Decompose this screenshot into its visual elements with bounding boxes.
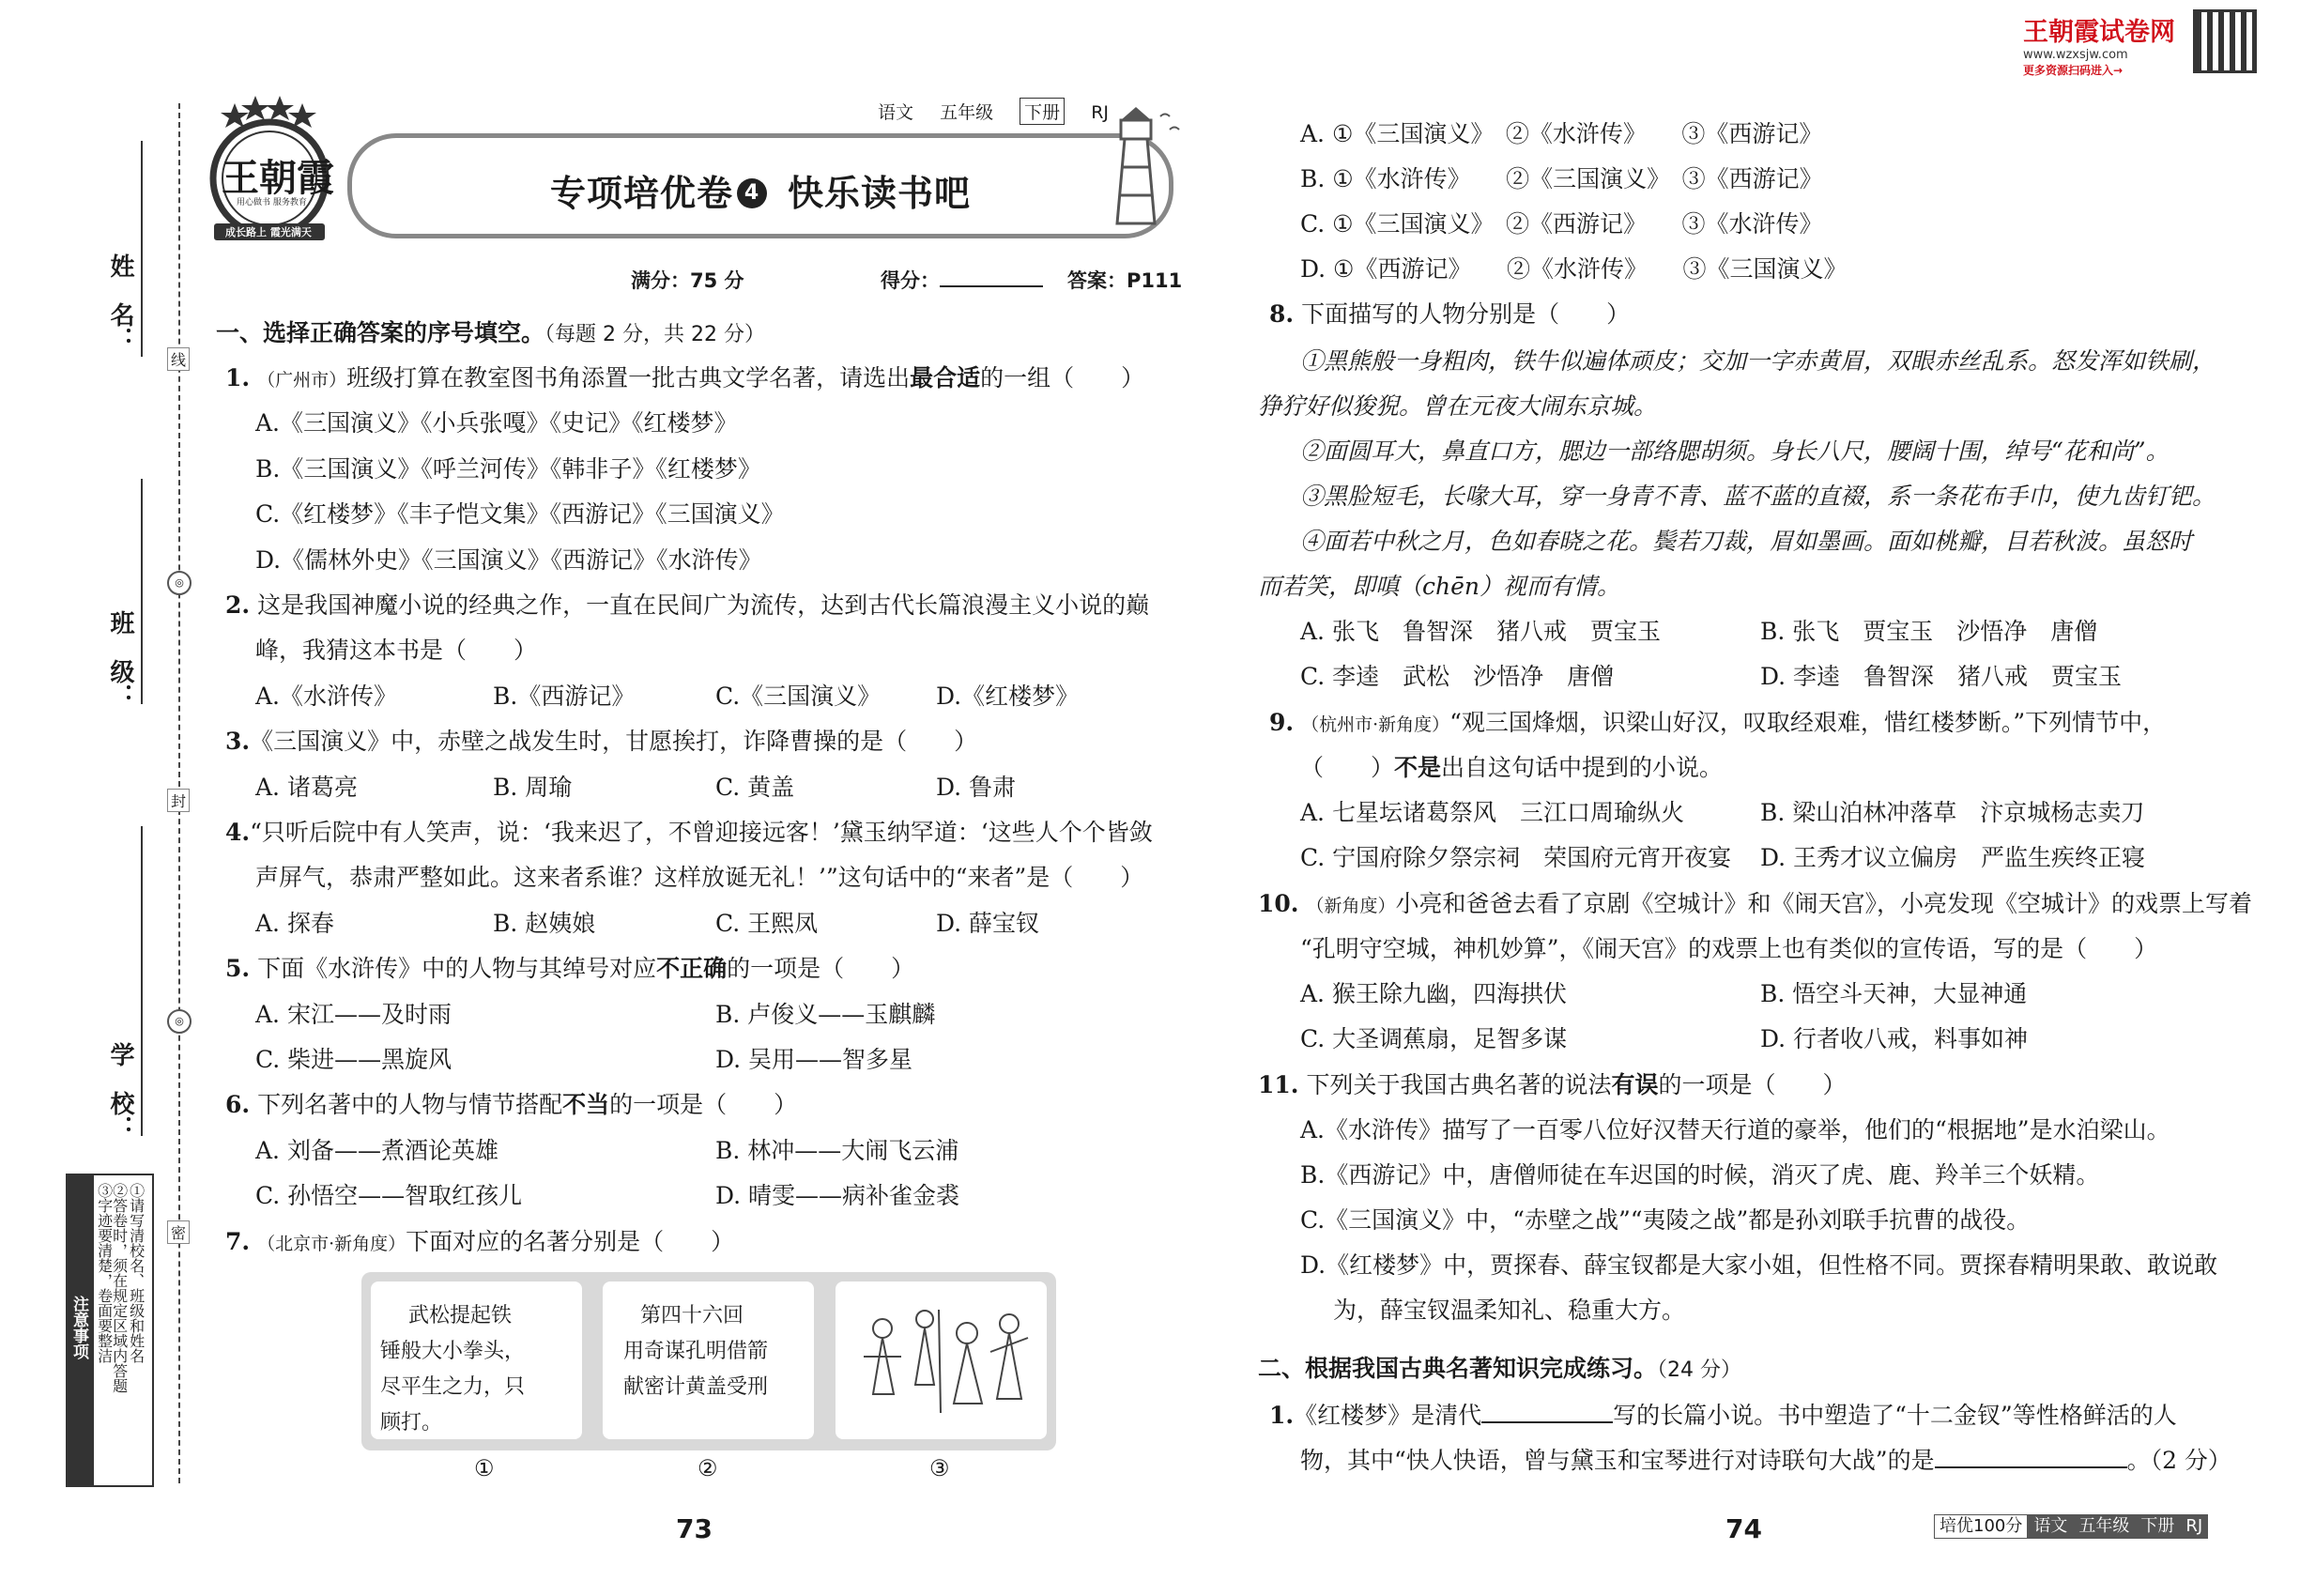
pilgrims-illustration-icon [836, 1281, 1047, 1439]
q7-card-2-line-3: 献密计黄盖受刑 [623, 1375, 769, 1399]
s2q1-number: 1. [1269, 1402, 1295, 1429]
brand-tip: 更多资源扫码进入→ [2023, 64, 2124, 77]
q8-option-b[interactable]: B. 张飞 贾宝玉 沙悟净 唐僧 [1760, 618, 2098, 645]
q11-option-a[interactable]: A.《水浒传》描写了一百零八位好汉替天行道的豪举，他们的“根据地”是水泊梁山。 [1300, 1116, 2170, 1143]
q7-card-1-line-1: 武松提起铁 [408, 1304, 513, 1327]
s2q1-text-a: 《红楼梦》是清代 [1294, 1402, 1482, 1429]
q4-option-a[interactable]: A. 探春 [255, 910, 334, 937]
notice-title: 注意事项 [68, 1175, 94, 1485]
q9-stem-text-1: “观三国烽烟，识梁山好汉，叹取经艰难，惜红楼梦断。”下列情节中， [1449, 709, 2167, 736]
school-blank[interactable] [141, 826, 143, 1136]
q7-option-c[interactable]: C. ①《三国演义》 ②《西游记》 ③《水浒传》 [1300, 210, 1823, 238]
q6-option-c[interactable]: C. 孙悟空——智取红孩儿 [255, 1182, 523, 1209]
q9-option-c[interactable]: C. 宁国府除夕祭宗祠 荣国府元宵开夜宴 [1300, 844, 1732, 871]
section1-title-text: 一、选择正确答案的序号填空。 [216, 319, 545, 346]
q7-caption-1: ① [474, 1455, 495, 1481]
s2q1-blank-2[interactable] [1935, 1466, 2127, 1468]
q10-option-a[interactable]: A. 猴王除九幽，四海拱伏 [1300, 980, 1567, 1007]
q11-number: 11. [1258, 1071, 1299, 1098]
q11-answer-slot[interactable]: 的一项是（ ） [1658, 1071, 1847, 1098]
q11-option-c[interactable]: C.《三国演义》中，“赤壁之战”“夷陵之战”都是孙刘联手抗曹的战役。 [1300, 1206, 2031, 1234]
q5-option-a[interactable]: A. 宋江——及时雨 [255, 1001, 452, 1028]
q7-caption-2: ② [698, 1455, 718, 1481]
footer-grade: 五年级 [2073, 1514, 2135, 1539]
q2-option-d[interactable]: D.《红楼梦》 [936, 683, 1080, 710]
q8-number: 8. [1269, 300, 1295, 328]
section2-title [1258, 1355, 1741, 1383]
s2q1-text-d: 。（2 分） [2126, 1447, 2231, 1474]
q9-stem-text-2: 出自这句话中提到的小说。 [1441, 754, 1724, 781]
subject-label: 语文 [878, 102, 914, 123]
q2-stem-text-1: 这是我国神魔小说的经典之作，一直在民间广为流传，达到古代长篇浪漫主义小说的巅 [257, 591, 1150, 619]
q8-passage-3: ③黑脸短毛，长喙大耳，穿一身青不青、蓝不蓝的直裰，系一条花布手巾，使九齿钉钯。 [1300, 483, 2216, 510]
q5-number: 5. [225, 955, 251, 982]
page-title [352, 164, 1169, 216]
grade-label: 五年级 [940, 102, 994, 123]
s2q1-line-1 [1269, 1402, 2177, 1430]
title-number-badge: 4 [737, 178, 767, 208]
q11-option-d-1[interactable]: D.《红楼梦》中，贾探春、薛宝钗都是大家小姐，但性格不同。贾探春精明果敢、敢说敢 [1300, 1251, 2218, 1279]
lighthouse-icon [1080, 101, 1183, 233]
q2-stem-2[interactable]: 峰，我猜这本书是（ ） [255, 637, 538, 664]
q11-stem [1258, 1071, 1847, 1099]
q3-stem-text[interactable]: 《三国演义》中，赤壁之战发生时，甘愿挨打，诈降曹操的是（ ） [250, 728, 978, 755]
q7-card-1-text [380, 1298, 526, 1441]
q10-stem-1 [1258, 890, 2252, 918]
q5-stem-text: 下面《水浒传》中的人物与其绰号对应 [257, 955, 657, 982]
q7-card-2 [603, 1281, 814, 1439]
q7-card-1-line-2: 锤般大小拳头， [380, 1340, 526, 1363]
q11-emphasis: 有误 [1611, 1071, 1659, 1098]
q2-stem-1 [225, 591, 1149, 620]
q4-option-c[interactable]: C. 王熙凤 [715, 910, 819, 937]
q1-option-c[interactable]: C.《红楼梦》《丰子恺文集》《西游记》《三国演义》 [255, 500, 785, 528]
q10-number: 10. [1258, 890, 1299, 917]
q1-option-a[interactable]: A.《三国演义》《小兵张嘎》《史记》《红楼梦》 [255, 409, 738, 437]
q6-option-d[interactable]: D. 晴雯——病补雀金裘 [715, 1182, 960, 1209]
q7-card-2-line-1: 第四十六回 [640, 1304, 744, 1327]
q3-option-c[interactable]: C. 黄盖 [715, 774, 795, 801]
q10-stem-2[interactable]: “孔明守空城，神机妙算”，《闹天宫》的戏票上也有类似的宣传语，写的是（ ） [1300, 935, 2158, 962]
q7-stem-text[interactable]: 下面对应的名著分别是（ ） [406, 1228, 735, 1255]
q10-option-b[interactable]: B. 悟空斗天神，大显神通 [1760, 980, 2028, 1007]
brand-block[interactable] [2023, 11, 2175, 78]
q9-emphasis: 不是 [1394, 754, 1442, 781]
q6-option-a[interactable]: A. 刘备——煮酒论英雄 [255, 1137, 498, 1164]
qr-code-icon[interactable] [2193, 9, 2257, 73]
logo-motto: 用心做书 服务教育 [237, 198, 307, 207]
section2-note: （24 分） [1657, 1358, 1742, 1382]
q9-stem-1 [1269, 709, 2166, 737]
page-number-right: 74 [1725, 1513, 1762, 1544]
q4-stem-2[interactable]: 声屏气，恭肃严整如此。这来者系谁？这样放诞无礼！’”这句话中的“来者”是（ ） [255, 864, 1144, 891]
notice-item-2: ②答卷时，须在规定区域内答题 [110, 1183, 129, 1393]
q10-tag: （新角度） [1306, 896, 1396, 916]
q9-tag: （杭州市·新角度） [1301, 714, 1450, 735]
s2q1-blank-1[interactable] [1481, 1421, 1613, 1423]
binding-mark-line: 线 [167, 347, 190, 371]
q3-stem [225, 728, 977, 756]
q7-caption-3: ③ [929, 1455, 950, 1481]
q7-option-b[interactable]: B. ①《水浒传》 ②《三国演义》 ③《西游记》 [1300, 165, 1823, 192]
q7-card-1-line-4: 顾打。 [380, 1411, 443, 1435]
q2-option-c[interactable]: C.《三国演义》 [715, 683, 882, 710]
school-label: 学 校： [106, 1042, 134, 1140]
q2-number: 2. [225, 591, 251, 619]
q9-option-a[interactable]: A. 七星坛诸葛祭风 三江口周瑜纵火 [1300, 799, 1684, 826]
q8-option-c[interactable]: C. 李逵 武松 沙悟净 唐僧 [1300, 663, 1615, 690]
q1-number: 1. [225, 364, 251, 391]
brand-name: 王朝霞试卷网 [2023, 18, 2175, 47]
q5-option-d[interactable]: D. 吴用——智多星 [715, 1046, 913, 1073]
q8-option-d[interactable]: D. 李逵 鲁智深 猪八戒 贾宝玉 [1760, 663, 2123, 690]
q2-option-b[interactable]: B.《西游记》 [493, 683, 636, 710]
q8-passage-2: ②面圆耳大，鼻直口方，腮边一部络腮胡须。身长八尺，腰阔十围，绰号“花和尚”。 [1300, 437, 2170, 465]
q7-card-2-line-2: 用奇谋孔明借箭 [623, 1340, 769, 1363]
footer-tag [1934, 1514, 2208, 1539]
q7-tag: （北京市·新角度） [257, 1234, 406, 1254]
q10-option-c[interactable]: C. 大圣调蕉扇，足智多谋 [1300, 1025, 1568, 1052]
q4-number: 4. [225, 819, 251, 846]
footer-edition: RJ [2180, 1514, 2208, 1539]
q1-stem [225, 364, 1144, 392]
notice-item-3: ③字迹要清楚，卷面要整洁 [95, 1183, 114, 1363]
q1-option-b[interactable]: B.《三国演义》《呼兰河传》《韩非子》《红楼梦》 [255, 455, 761, 483]
q7-option-d[interactable]: D. ①《西游记》 ②《水浒传》 ③《三国演义》 [1300, 255, 1848, 283]
q4-option-d[interactable]: D. 薛宝钗 [936, 910, 1040, 937]
q8-option-a[interactable]: A. 张飞 鲁智深 猪八戒 贾宝玉 [1300, 618, 1661, 645]
page-number-left: 73 [676, 1513, 713, 1544]
binding-hole-2: ◎ [167, 1009, 192, 1034]
q8-passage-1a: ①黑熊般一身粗肉，铁牛似遍体顽皮；交加一字赤黄眉，双眼赤丝乱系。怒发浑如铁刷， [1300, 347, 2216, 375]
q9-option-b[interactable]: B. 梁山泊林冲落草 汴京城杨志卖刀 [1760, 799, 2145, 826]
score-field[interactable] [881, 266, 1043, 294]
s2q1-line-2 [1300, 1447, 2231, 1475]
q7-card-1-line-3: 尽平生之力，只 [380, 1375, 526, 1399]
q8-stem [1269, 300, 1630, 329]
logo-name: 王朝霞 [222, 157, 334, 200]
q7-card-3 [836, 1281, 1047, 1439]
volume-label: 下册 [1020, 98, 1065, 125]
q7-card-2-text [623, 1298, 768, 1405]
footer-volume: 下册 [2135, 1514, 2180, 1539]
q9-option-d[interactable]: D. 王秀才议立偏房 严监生疾终正寝 [1760, 844, 2146, 871]
q8-passage-4a: ④面若中秋之月，色如春晓之花。鬓若刀裁，眉如墨画。面如桃瓣，目若秋波。虽怒时 [1300, 528, 2193, 555]
q5-option-b[interactable]: B. 卢俊义——玉麒麟 [715, 1001, 936, 1028]
logo-slogan: 成长路上 霞光满天 [225, 226, 312, 238]
q1-stem-text: 班级打算在教室图书角添置一批古典文学名著，请选出 [346, 364, 911, 391]
binding-mark-seal: 封 [167, 789, 190, 812]
title-main: 快乐读书吧 [788, 173, 972, 214]
q3-option-a[interactable]: A. 诸葛亮 [255, 774, 358, 801]
section1-note: （每题 2 分，共 22 分） [544, 323, 765, 346]
footer-series: 培优100分 [1934, 1514, 2028, 1539]
q7-stem [225, 1228, 734, 1256]
binding-hole-1: ◎ [167, 571, 192, 595]
q6-stem [225, 1091, 797, 1119]
q1-answer-slot[interactable]: 的一组（ ） [980, 364, 1145, 391]
q4-stem-1 [225, 819, 1153, 847]
footer-subject: 语文 [2028, 1514, 2073, 1539]
q9-number: 9. [1269, 709, 1295, 736]
notice-box [66, 1174, 154, 1487]
binding-strip [0, 0, 188, 1596]
q11-option-d-2: 为，薛宝钗温柔知礼、稳重大方。 [1333, 1297, 1686, 1324]
q6-option-b[interactable]: B. 林冲——大闹飞云浦 [715, 1137, 959, 1164]
q2-option-a[interactable]: A.《水浒传》 [255, 683, 398, 710]
q5-option-c[interactable]: C. 柴进——黑旋风 [255, 1046, 452, 1073]
edition-label: RJ [1091, 102, 1109, 123]
q6-emphasis: 不当 [562, 1091, 610, 1118]
q4-stem-text-1: “只听后院中有人笑声，说：‘我来迟了，不曾迎接远客！’黛玉纳罕道：‘这些人个个皆敛 [250, 819, 1153, 846]
q7-number: 7. [225, 1228, 251, 1255]
q9-answer-slot[interactable]: （ ） [1300, 754, 1395, 781]
q6-stem-text: 下列名著中的人物与情节搭配 [257, 1091, 563, 1118]
q8-stem-text[interactable]: 下面描写的人物分别是（ ） [1301, 300, 1631, 328]
q7-card-1 [371, 1281, 582, 1439]
section1-title [216, 319, 765, 347]
q8-passage-4b: 而若笑，即嗔（chēn）视而有情。 [1258, 573, 1620, 600]
q1-emphasis: 最合适 [910, 364, 981, 391]
q3-number: 3. [225, 728, 251, 755]
s2q1-text-b: 写的长篇小说。书中塑造了“十二金钗”等性格鲜活的人 [1613, 1402, 2177, 1429]
s2q1-text-c: 物，其中“快人快语，曾与黛玉和宝琴进行对诗联句大战”的是 [1300, 1447, 1935, 1474]
q11-option-b[interactable]: B.《西游记》中，唐僧师徒在车迟国的时候，消灭了虎、鹿、羚羊三个妖精。 [1300, 1161, 2100, 1189]
score-label: 得分： [881, 269, 940, 292]
name-blank[interactable] [141, 141, 143, 357]
class-blank[interactable] [141, 479, 143, 704]
brand-url: www.wzxsjw.com [2023, 48, 2128, 62]
q11-stem-text: 下列关于我国古典名著的说法 [1306, 1071, 1612, 1098]
binding-mark-secret: 密 [167, 1220, 190, 1244]
answer-ref: 答案：P111 [1067, 269, 1183, 292]
name-label: 姓 名： [106, 253, 134, 351]
title-banner [347, 133, 1173, 238]
full-score: 满分：75 分 [631, 269, 744, 292]
q3-option-d[interactable]: D. 鲁肃 [936, 774, 1017, 801]
q3-option-b[interactable]: B. 周瑜 [493, 774, 573, 801]
title-prefix: 专项培优卷 [549, 173, 733, 214]
q10-stem-text-1: 小亮和爸爸去看了京剧《空城计》和《闹天宫》，小亮发现《空城计》的戏票上写着 [1395, 890, 2252, 917]
q10-option-d[interactable]: D. 行者收八戒，料事如神 [1760, 1025, 2029, 1052]
q4-option-b[interactable]: B. 赵姨娘 [493, 910, 596, 937]
q1-option-d[interactable]: D.《儒林外史》《三国演义》《西游记》《水浒传》 [255, 546, 762, 574]
q6-number: 6. [225, 1091, 251, 1118]
q9-stem-2 [1300, 754, 1723, 782]
q5-stem [225, 955, 914, 983]
q8-passage-1b: 狰狞好似狻猊。曾在元夜大闹东京城。 [1258, 392, 1658, 420]
class-label: 班 级： [106, 610, 134, 708]
q7-card-panel [361, 1272, 1056, 1450]
notice-item-1: ①请写清校名、班级和姓名 [127, 1183, 146, 1363]
q1-tag: （广州市） [257, 370, 347, 391]
q6-answer-slot[interactable]: 的一项是（ ） [609, 1091, 798, 1118]
q7-option-a[interactable]: A. ①《三国演义》 ②《水浒传》 ③《西游记》 [1300, 120, 1823, 147]
q5-answer-slot[interactable]: 的一项是（ ） [727, 955, 915, 982]
q5-emphasis: 不正确 [656, 955, 728, 982]
section2-title-text: 二、根据我国古典名著知识完成练习。 [1258, 1355, 1658, 1382]
